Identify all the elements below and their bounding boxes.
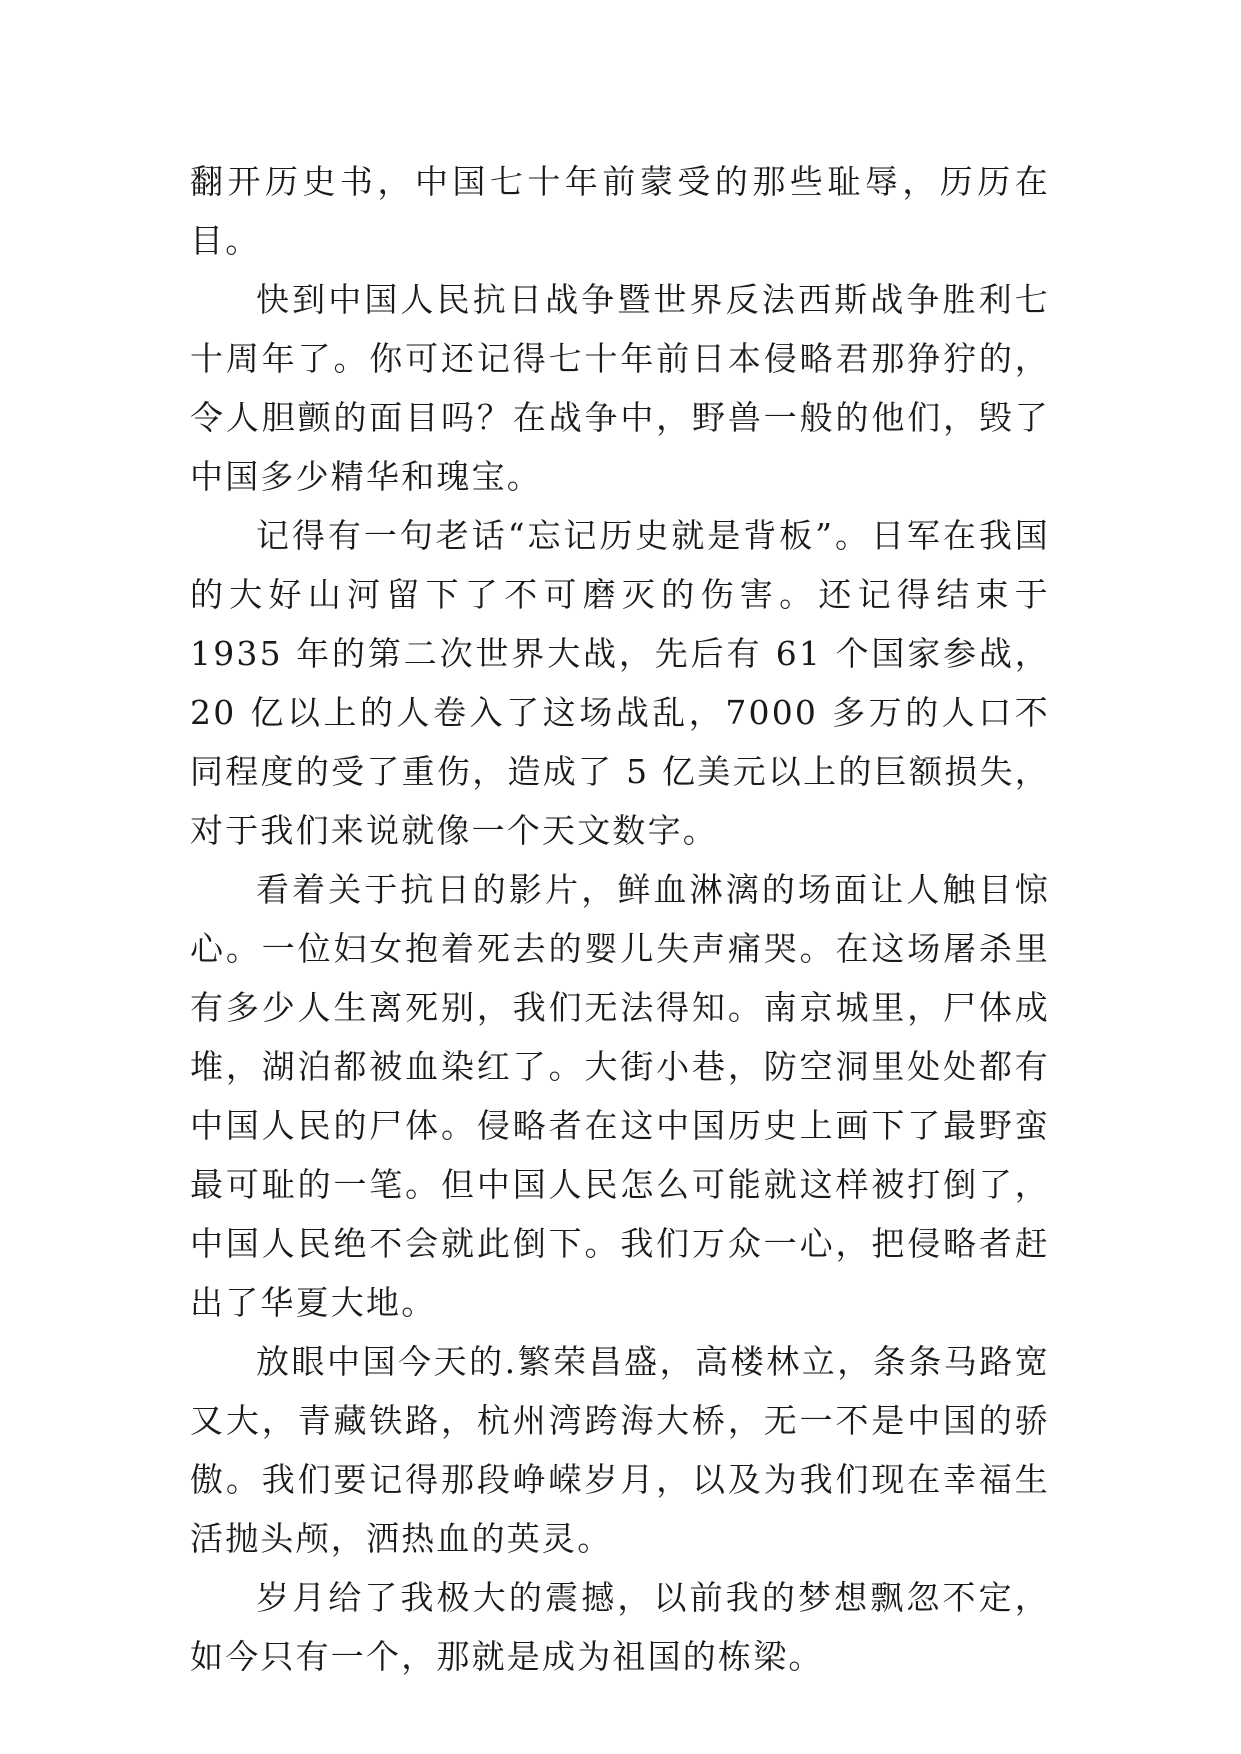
paragraph-6: 岁月给了我极大的震撼，以前我的梦想飘忽不定，如今只有一个，那就是成为祖国的栋梁。 — [190, 1578, 1050, 1676]
document-body — [190, 152, 1050, 1686]
paragraph-5: 放眼中国今天的.繁荣昌盛，高楼林立，条条马路宽又大，青藏铁路，杭州湾跨海大桥，无一不是中国的骄傲。我们要记得那段峥嵘岁月，以及为我们现在幸福生活抛头颅，洒热血的英灵。 — [190, 1342, 1050, 1558]
paragraph-3: 记得有一句老话“忘记历史就是背板”。日军在我国的大好山河留下了不可磨灭的伤害。还记得结束于 1935 年的第二次世界大战，先后有 61 个国家参战，20 亿以上的人卷入了这场战乱，7000 多万的人口不同程度的受了重伤，造成了 5 亿美元以上的巨额损失，对于我们来说就像一个天文数字。 — [190, 516, 1050, 850]
paragraph-1: 翻开历史书，中国七十年前蒙受的那些耻辱，历历在目。 — [190, 162, 1050, 260]
paragraph-4: 看着关于抗日的影片，鲜血淋漓的场面让人触目惊心。一位妇女抱着死去的婴儿失声痛哭。在这场屠杀里有多少人生离死别，我们无法得知。南京城里，尸体成堆，湖泊都被血染红了。大街小巷，防空洞里处处都有中国人民的尸体。侵略者在这中国历史上画下了最野蛮最可耻的一笔。但中国人民怎么可能就这样被打倒了，中国人民绝不会就此倒下。我们万众一心，把侵略者赶出了华夏大地。 — [190, 870, 1050, 1322]
paragraph-2: 快到中国人民抗日战争暨世界反法西斯战争胜利七十周年了。你可还记得七十年前日本侵略君那狰狞的，令人胆颤的面目吗？在战争中，野兽一般的他们，毁了中国多少精华和瑰宝。 — [190, 280, 1050, 496]
